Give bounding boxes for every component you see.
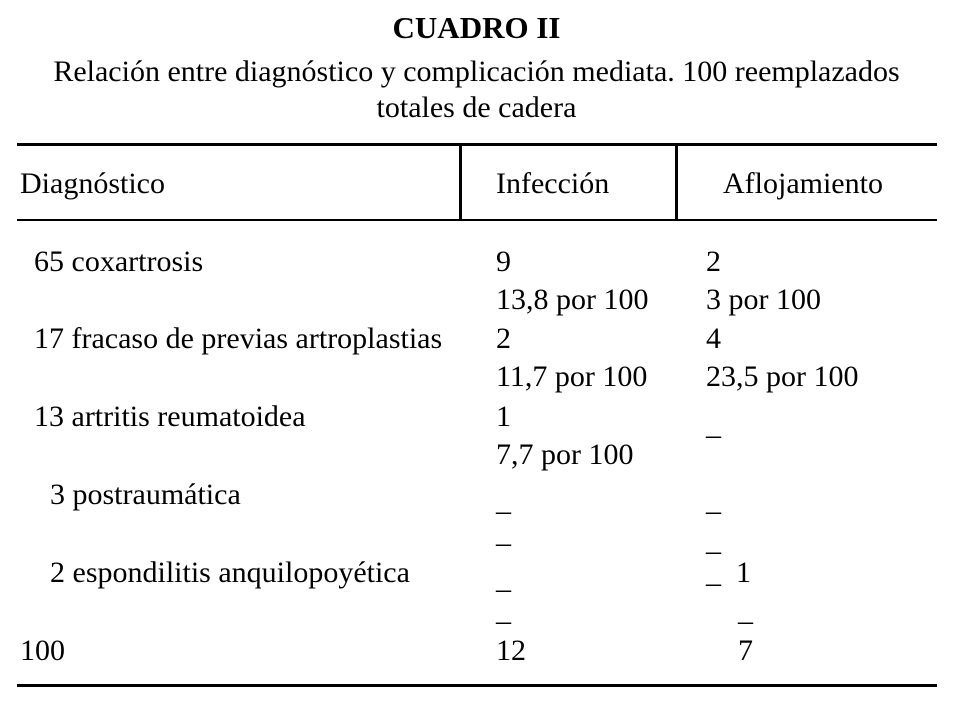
header-divider-2	[675, 145, 678, 220]
row-4-infeccion-count: _	[496, 484, 511, 517]
row-5-aflojamiento-rate: _	[738, 594, 753, 627]
row-2-diagnostico: 17 fracaso de previas artroplastias	[34, 322, 443, 355]
row-1-aflojamiento-rate: 3 por 100	[706, 283, 821, 316]
row-4-aflojamiento-count: _	[706, 484, 721, 517]
row-2-aflojamiento-rate: 23,5 por 100	[706, 360, 859, 393]
row-4-aflojamiento-rate: _	[706, 524, 721, 557]
row-5-aflojamiento-count: _ 1	[706, 556, 751, 589]
header-infeccion: Infección	[496, 167, 610, 200]
row-2-infeccion-rate: 11,7 por 100	[496, 360, 648, 393]
row-5-diagnostico: 2 espondilitis anquilopoyética	[50, 556, 410, 589]
header-diagnostico: Diagnóstico	[20, 167, 165, 200]
bottom-rule	[17, 684, 937, 687]
total-aflojamiento: 7	[738, 634, 753, 667]
header-rule	[17, 219, 937, 221]
row-4-diagnostico: 3 postraumática	[50, 478, 241, 511]
header-divider-1	[459, 145, 462, 220]
total-infeccion: 12	[496, 634, 526, 667]
row-1-infeccion-count: 9	[496, 245, 511, 278]
row-5-infeccion-count: _	[496, 562, 511, 595]
row-2-infeccion-count: 2	[496, 322, 511, 355]
row-4-infeccion-rate: _	[496, 516, 511, 549]
row-1-diagnostico: 65 coxartrosis	[34, 245, 204, 278]
row-3-infeccion-count: 1	[496, 400, 511, 433]
row-1-infeccion-rate: 13,8 por 100	[496, 283, 649, 316]
header-aflojamiento: Aflojamiento	[723, 167, 883, 200]
total-diagnostico: 100	[20, 634, 65, 667]
row-2-aflojamiento-count: 4	[706, 322, 721, 355]
top-rule	[17, 143, 937, 146]
row-5-infeccion-rate: _	[496, 594, 511, 627]
table-caption	[0, 54, 953, 126]
row-3-infeccion-rate: 7,7 por 100	[496, 438, 634, 471]
caption-line-1: Relación entre diagnóstico y complicación mediata. 100 reemplazados	[53, 55, 900, 88]
row-3-aflojamiento-count: _	[706, 408, 721, 441]
row-3-diagnostico: 13 artritis reumatoidea	[34, 400, 306, 433]
row-1-aflojamiento-count: 2	[706, 245, 721, 278]
table-title: CUADRO II	[392, 10, 561, 45]
caption-line-2: totales de cadera	[376, 91, 577, 124]
